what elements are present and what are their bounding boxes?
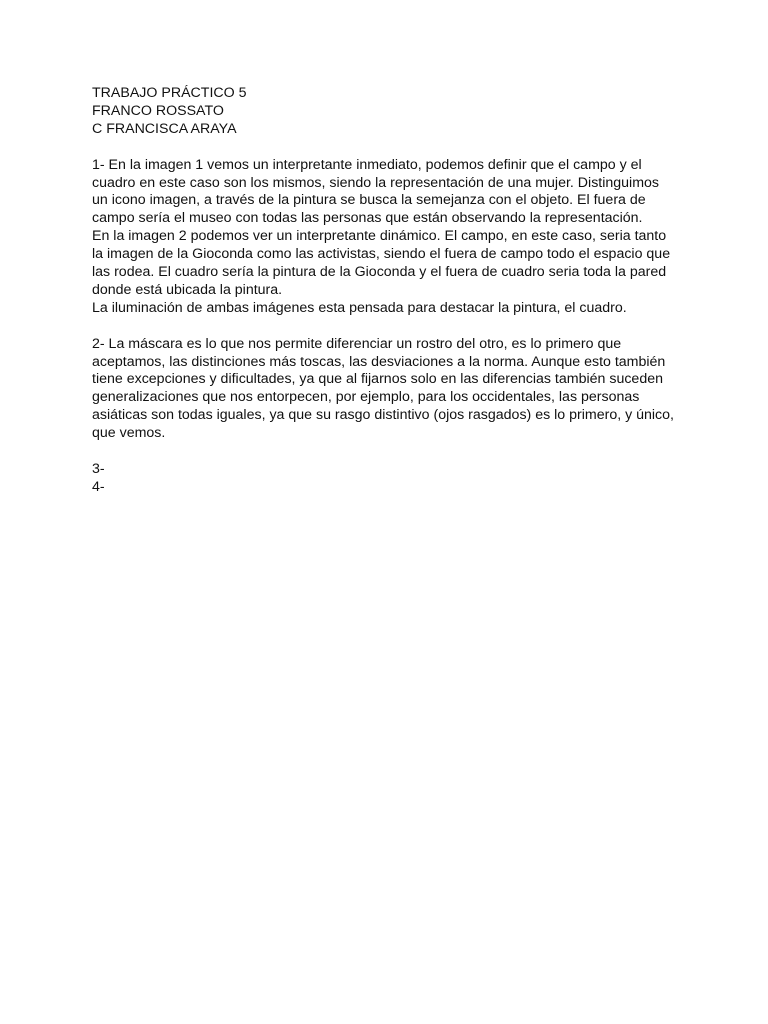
blank-line xyxy=(92,139,682,157)
document-body xyxy=(92,85,682,497)
text-line: un icono imagen, a través de la pintura se busca la semejanza con el objeto. El fuera de xyxy=(92,192,646,209)
text-line: campo sería el museo con todas las personas que están observando la representación. xyxy=(92,210,643,227)
text-line: 2- La máscara es lo que nos permite diferenciar un rostro del otro, es lo primero que xyxy=(92,335,622,352)
text-line: 1- En la imagen 1 vemos un interpretante inmediato, podemos definir que el campo y el xyxy=(92,156,642,173)
text-line: las rodea. El cuadro sería la pintura de la Gioconda y el fuera de cuadro seria toda la pared xyxy=(92,264,667,281)
answer-1-paragraph xyxy=(92,157,682,318)
text-line: aceptamos, las distinciones más toscas, las desviaciones a la norma. Aunque esto también xyxy=(92,353,666,370)
text-line: generalizaciones que nos entorpecen, por ejemplo, para los occidentales, las personas xyxy=(92,389,640,406)
text-line: En la imagen 2 podemos ver un interpretante dinámico. El campo, en este caso, seria tanto xyxy=(92,228,667,245)
author-name: C FRANCISCA ARAYA xyxy=(92,120,237,137)
answer-2-paragraph xyxy=(92,336,682,443)
text-line: que vemos. xyxy=(92,425,166,442)
document-title: TRABAJO PRÁCTICO 5 xyxy=(92,85,247,101)
author-name: FRANCO ROSSATO xyxy=(92,102,224,119)
text-line: la imagen de la Gioconda como las activistas, siendo el fuera de campo todo el espacio que xyxy=(92,246,671,263)
answer-4-label: 4- xyxy=(92,478,105,495)
text-line: tiene excepciones y dificultades, ya que al fijarnos solo en las diferencias también suceden xyxy=(92,371,663,388)
answer-3-label: 3- xyxy=(92,460,105,477)
blank-line xyxy=(92,318,682,336)
text-line: La iluminación de ambas imágenes esta pensada para destacar la pintura, el cuadro. xyxy=(92,299,627,316)
blank-line xyxy=(92,443,682,461)
text-line: cuadro en este caso son los mismos, siendo la representación de una mujer. Distinguimos xyxy=(92,174,660,191)
text-line: donde está ubicada la pintura. xyxy=(92,281,283,298)
text-line: asiáticas son todas iguales, ya que su rasgo distintivo (ojos rasgados) es lo primero, y único, xyxy=(92,407,674,424)
